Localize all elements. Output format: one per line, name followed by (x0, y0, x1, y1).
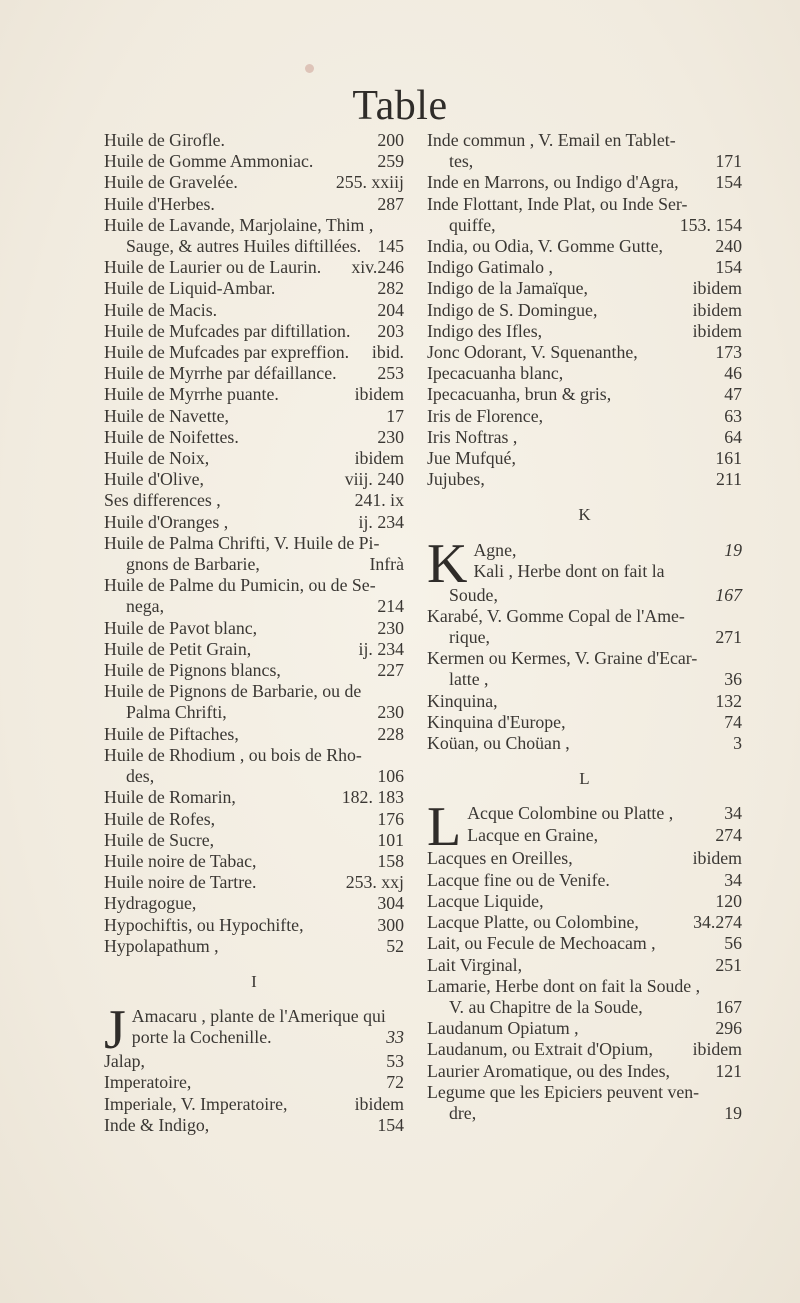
index-entry (427, 448, 742, 469)
entry-text: Huile de Mufcades par expreffion. (104, 342, 350, 363)
entry-page: 56 (724, 933, 742, 954)
entry-page: 34 (724, 869, 742, 890)
entry-text: nega, (126, 596, 165, 617)
entry-text: Lacque Liquide, (427, 890, 544, 911)
drop-cap-l: L (427, 796, 462, 859)
index-entry (104, 469, 404, 490)
entry-page: ibidem (354, 384, 404, 405)
index-entry (104, 915, 404, 936)
index-entry (427, 130, 742, 151)
entry-page: 154 (715, 172, 742, 193)
entry-page: 46 (724, 363, 742, 384)
entry-text: Jue Mufqué, (427, 448, 516, 469)
section-k-intro (427, 532, 742, 606)
index-entry (427, 384, 742, 405)
index-entry (104, 427, 404, 448)
index-entry (104, 448, 404, 469)
index-entry (104, 702, 404, 723)
entry-page: 101 (377, 829, 404, 850)
entry-text: Huile de Gravelée. (104, 172, 238, 193)
intro-line: Agne, 19 (473, 539, 742, 560)
entry-page: xiv.246 (351, 257, 404, 278)
intro-line: Amacaru , plante de l'Amerique qui (131, 1006, 386, 1027)
intro-line: Kali , Herbe dont on fait la (473, 560, 665, 581)
index-entry (104, 363, 404, 384)
index-entry (427, 606, 742, 627)
entry-text: Laurier Aromatique, ou des Indes, (427, 1060, 670, 1081)
entry-page: ibidem (692, 848, 742, 869)
entry-page: 230 (377, 426, 404, 447)
entry-text: Sauge, & autres Huiles diftillées. (126, 236, 362, 257)
entry-text: Ipecacuanha blanc, (427, 363, 564, 384)
index-entry (104, 554, 404, 575)
entry-text: Kinquina, (427, 690, 498, 711)
index-entry (104, 257, 404, 278)
entry-text: Huile de Noix, (104, 448, 210, 469)
index-entry (104, 936, 404, 957)
entry-text: Huile noire de Tartre. (104, 872, 257, 893)
entry-page: 64 (724, 426, 742, 447)
entry-page: 204 (377, 299, 404, 320)
section-l-entries (427, 848, 742, 1124)
entry-text: Hypochiftis, ou Hypochifte, (104, 914, 304, 935)
entry-page: 167 (715, 996, 742, 1017)
index-entry (104, 342, 404, 363)
entry-page: ij. 234 (358, 511, 404, 532)
index-entry (427, 172, 742, 193)
index-entry (427, 278, 742, 299)
index-entry (104, 215, 404, 236)
indigo-entries (427, 130, 742, 490)
entry-page: 72 (386, 1072, 404, 1093)
index-entry (427, 976, 742, 997)
entry-text: Huile de Palma Chrifti, V. Huile de Pi- (104, 532, 380, 553)
entry-text: latte , (449, 669, 489, 690)
entry-text: Indigo Gatimalo , (427, 257, 553, 278)
section-heading-l: L (579, 769, 590, 789)
index-entry (104, 151, 404, 172)
entry-page: 36 (724, 669, 742, 690)
entry-page: 296 (715, 1018, 742, 1039)
index-entry (427, 669, 742, 690)
entry-text: Huile d'Oranges , (104, 511, 229, 532)
index-entry (104, 406, 404, 427)
entry-page: 154 (377, 1114, 404, 1135)
section-heading-i: I (251, 971, 257, 991)
entry-page: 171 (715, 151, 742, 172)
entry-text: Huile de Navette, (104, 405, 229, 426)
index-entry (427, 321, 742, 342)
index-entry (104, 321, 404, 342)
entry-text: Huile de Myrrhe par défaillance. (104, 363, 337, 384)
index-entry (104, 172, 404, 193)
index-entry (427, 1061, 742, 1082)
page-title: Table (352, 83, 448, 129)
entry-page: viij. 240 (344, 469, 404, 490)
entry-page: 182. 183 (341, 787, 404, 808)
entry-text: Huile de Pignons blancs, (104, 660, 281, 681)
intro-line: Acque Colombine ou Platte , 34 (467, 803, 742, 824)
entry-text: des, (126, 766, 155, 787)
entry-text: Huile de Pignons de Barbarie, ou de (104, 681, 362, 702)
entry-text: Huile de Sucre, (104, 829, 215, 850)
index-entry (104, 639, 404, 660)
entry-text: Inde en Marrons, ou Indigo d'Agra, (427, 172, 679, 193)
index-entry (104, 809, 404, 830)
index-entry (104, 596, 404, 617)
entry-text: Huile d'Herbes. (104, 193, 215, 214)
index-entry (427, 406, 742, 427)
entry-page: 230 (377, 702, 404, 723)
index-entry (427, 257, 742, 278)
entry-page: 161 (715, 448, 742, 469)
entry-page: 63 (724, 405, 742, 426)
huile-entries (104, 130, 404, 957)
entry-page: 253 (377, 363, 404, 384)
entry-page: 228 (377, 723, 404, 744)
section-heading-k: K (578, 505, 591, 525)
entry-text: Huile de Girofle. (104, 130, 225, 150)
index-entry (104, 575, 404, 596)
entry-page: 287 (377, 193, 404, 214)
entry-text: Huile noire de Tabac, (104, 850, 257, 871)
entry-page: 121 (715, 1060, 742, 1081)
index-entry (104, 533, 404, 554)
index-entry (104, 490, 404, 511)
index-entry (427, 733, 742, 754)
entry-text: Iris de Florence, (427, 405, 544, 426)
entry-text: Kinquina d'Europe, (427, 711, 566, 732)
entry-text: Karabé, V. Gomme Copal de l'Ame- (427, 605, 685, 626)
entry-page: ibid. (371, 342, 404, 363)
index-entry (427, 870, 742, 891)
index-entry (427, 194, 742, 215)
entry-text: Iris Noftras , (427, 426, 518, 447)
entry-text: Koüan, ou Choüan , (427, 733, 570, 754)
index-entry (427, 648, 742, 669)
index-entry (427, 300, 742, 321)
entry-page: 17 (386, 405, 404, 426)
entry-text: Indigo des Ifles, (427, 320, 543, 341)
entry-text: Inde commun , V. Email en Tablet- (427, 130, 676, 150)
section-i-entries (104, 1051, 404, 1136)
entry-page: 241. ix (354, 490, 404, 511)
left-column (104, 130, 404, 1136)
entry-text: Ses differences , (104, 490, 221, 511)
entry-text: Huile de Piftaches, (104, 723, 239, 744)
index-entry (427, 712, 742, 733)
index-entry (427, 215, 742, 236)
entry-text: Lacques en Oreilles, (427, 848, 573, 869)
index-entry (104, 618, 404, 639)
index-entry (427, 848, 742, 869)
entry-text: Inde Flottant, Inde Plat, ou Inde Ser- (427, 193, 688, 214)
entry-text: Huile de Gomme Ammoniac. (104, 151, 314, 172)
index-entry (104, 766, 404, 787)
entry-text: Huile de Lavande, Marjolaine, Thim , (104, 214, 374, 235)
entry-text: rique, (449, 627, 490, 648)
entry-page: 153. 154 (679, 214, 742, 235)
index-entry (104, 872, 404, 893)
index-entry (104, 278, 404, 299)
entry-text: Huile de Romarin, (104, 787, 236, 808)
intro-line: Soude, 167 (449, 584, 742, 605)
entry-text: Huile de Macis. (104, 299, 218, 320)
entry-page: 259 (377, 151, 404, 172)
entry-page: 203 (377, 320, 404, 341)
index-entry (104, 745, 404, 766)
index-entry (104, 681, 404, 702)
index-entry (104, 300, 404, 321)
entry-text: Lacque Platte, ou Colombine, (427, 912, 639, 933)
entry-text: Huile de Palme du Pumicin, ou de Se- (104, 575, 376, 596)
entry-page: ibidem (692, 278, 742, 299)
entry-text: Huile de Noifettes. (104, 426, 239, 447)
index-entry (427, 933, 742, 954)
index-entry (104, 1115, 404, 1136)
index-entry (427, 1039, 742, 1060)
entry-text: Laudanum, ou Extrait d'Opium, (427, 1039, 653, 1060)
entry-text: Huile de Pavot blanc, (104, 617, 258, 638)
entry-text: Huile d'Olive, (104, 469, 204, 490)
entry-text: India, ou Odia, V. Gomme Gutte, (427, 236, 663, 257)
entry-page: 253. xxj (345, 872, 404, 893)
entry-text: Lait Virginal, (427, 954, 523, 975)
index-entry (427, 1082, 742, 1103)
entry-text: tes, (449, 151, 474, 172)
entry-page: 19 (724, 1102, 742, 1123)
index-entry (104, 787, 404, 808)
index-entry (427, 891, 742, 912)
section-k-entries (427, 606, 742, 754)
index-entry (427, 236, 742, 257)
drop-cap-j: J (104, 999, 126, 1062)
entry-page: 300 (377, 914, 404, 935)
entry-page: 211 (715, 469, 742, 490)
entry-text: Indigo de la Jamaïque, (427, 278, 588, 299)
entry-page: 200 (377, 130, 404, 150)
entry-text: Lamarie, Herbe dont on fait la Soude , (427, 975, 701, 996)
right-column (427, 130, 742, 1124)
entry-text: Huile de Liquid-Ambar. (104, 278, 276, 299)
entry-page: 47 (724, 384, 742, 405)
index-entry (427, 342, 742, 363)
entry-text: Laudanum Opiatum , (427, 1018, 579, 1039)
entry-text: quiffe, (449, 214, 496, 235)
index-entry (104, 130, 404, 151)
entry-page: 176 (377, 808, 404, 829)
entry-text: Indigo de S. Domingue, (427, 299, 598, 320)
index-entry (104, 830, 404, 851)
entry-text: dre, (449, 1102, 477, 1123)
entry-page: 227 (377, 660, 404, 681)
index-entry (427, 912, 742, 933)
entry-page: 145 (377, 236, 404, 257)
entry-page: 230 (377, 617, 404, 638)
entry-page: 154 (715, 257, 742, 278)
entry-text: Kermen ou Kermes, V. Graine d'Ecar- (427, 648, 698, 669)
index-entry (427, 997, 742, 1018)
entry-text: Lait, ou Fecule de Mechoacam , (427, 933, 656, 954)
entry-text: Hydragogue, (104, 893, 197, 914)
entry-text: Lacque fine ou de Venife. (427, 869, 610, 890)
entry-page: 304 (377, 893, 404, 914)
entry-text: gnons de Barbarie, (126, 554, 260, 575)
entry-text: Jujubes, (427, 469, 485, 490)
entry-text: Huile de Mufcades par diftillation. (104, 320, 351, 341)
entry-text: Palma Chrifti, (126, 702, 227, 723)
index-entry (427, 151, 742, 172)
index-entry (427, 691, 742, 712)
index-entry (104, 660, 404, 681)
entry-page: ibidem (692, 1039, 742, 1060)
entry-text: Hypolapathum , (104, 935, 219, 956)
entry-page: 173 (715, 342, 742, 363)
entry-page: 158 (377, 850, 404, 871)
index-entry (104, 851, 404, 872)
index-entry (427, 955, 742, 976)
entry-text: Huile de Petit Grain, (104, 638, 252, 659)
entry-text: Jalap, (104, 1051, 145, 1072)
index-entry (427, 1018, 742, 1039)
entry-text: Imperatoire, (104, 1072, 192, 1093)
entry-page: 53 (386, 1051, 404, 1072)
entry-page: 34.274 (693, 912, 742, 933)
entry-page: 271 (715, 627, 742, 648)
index-entry (104, 236, 404, 257)
entry-page: 240 (715, 236, 742, 257)
entry-page: 74 (724, 711, 742, 732)
entry-page: 255. xxiij (335, 172, 404, 193)
entry-text: Huile de Rhodium , ou bois de Rho- (104, 744, 362, 765)
entry-text: Huile de Rofes, (104, 808, 216, 829)
entry-text: Inde & Indigo, (104, 1114, 210, 1135)
index-entry (104, 1051, 404, 1072)
index-entry (104, 512, 404, 533)
entry-page: ibidem (692, 299, 742, 320)
entry-page: 251 (715, 954, 742, 975)
drop-cap-k: K (427, 532, 468, 595)
index-entry (104, 724, 404, 745)
index-entry (427, 427, 742, 448)
entry-page: 120 (715, 890, 742, 911)
index-entry (104, 384, 404, 405)
ink-blemish (305, 64, 314, 73)
entry-text: Huile de Myrrhe puante. (104, 384, 279, 405)
index-entry (427, 363, 742, 384)
index-entry (427, 469, 742, 490)
index-entry (104, 1094, 404, 1115)
entry-page: ibidem (354, 448, 404, 469)
entry-page: 106 (377, 766, 404, 787)
entry-page: 214 (377, 596, 404, 617)
index-entry (427, 1103, 742, 1124)
index-entry (104, 194, 404, 215)
entry-text: Legume que les Epiciers peuvent ven- (427, 1081, 700, 1102)
entry-page: Infrà (369, 554, 404, 575)
index-entry (104, 893, 404, 914)
entry-page: ij. 234 (358, 638, 404, 659)
entry-page: 52 (386, 935, 404, 956)
entry-text: Ipecacuanha, brun & gris, (427, 384, 612, 405)
intro-line: porte la Cochenille. 33 (131, 1027, 404, 1048)
entry-text: Huile de Laurier ou de Laurin. (104, 257, 322, 278)
entry-page: ibidem (354, 1093, 404, 1114)
entry-page: ibidem (692, 320, 742, 341)
entry-text: V. au Chapitre de la Soude, (449, 996, 643, 1017)
index-entry (104, 1072, 404, 1093)
entry-page: 282 (377, 278, 404, 299)
entry-text: Jonc Odorant, V. Squenanthe, (427, 342, 638, 363)
index-entry (427, 627, 742, 648)
entry-page: 132 (715, 690, 742, 711)
entry-page: 3 (733, 733, 742, 754)
entry-text: Imperiale, V. Imperatoire, (104, 1093, 288, 1114)
intro-line: Lacque en Graine, 274 (467, 824, 742, 845)
